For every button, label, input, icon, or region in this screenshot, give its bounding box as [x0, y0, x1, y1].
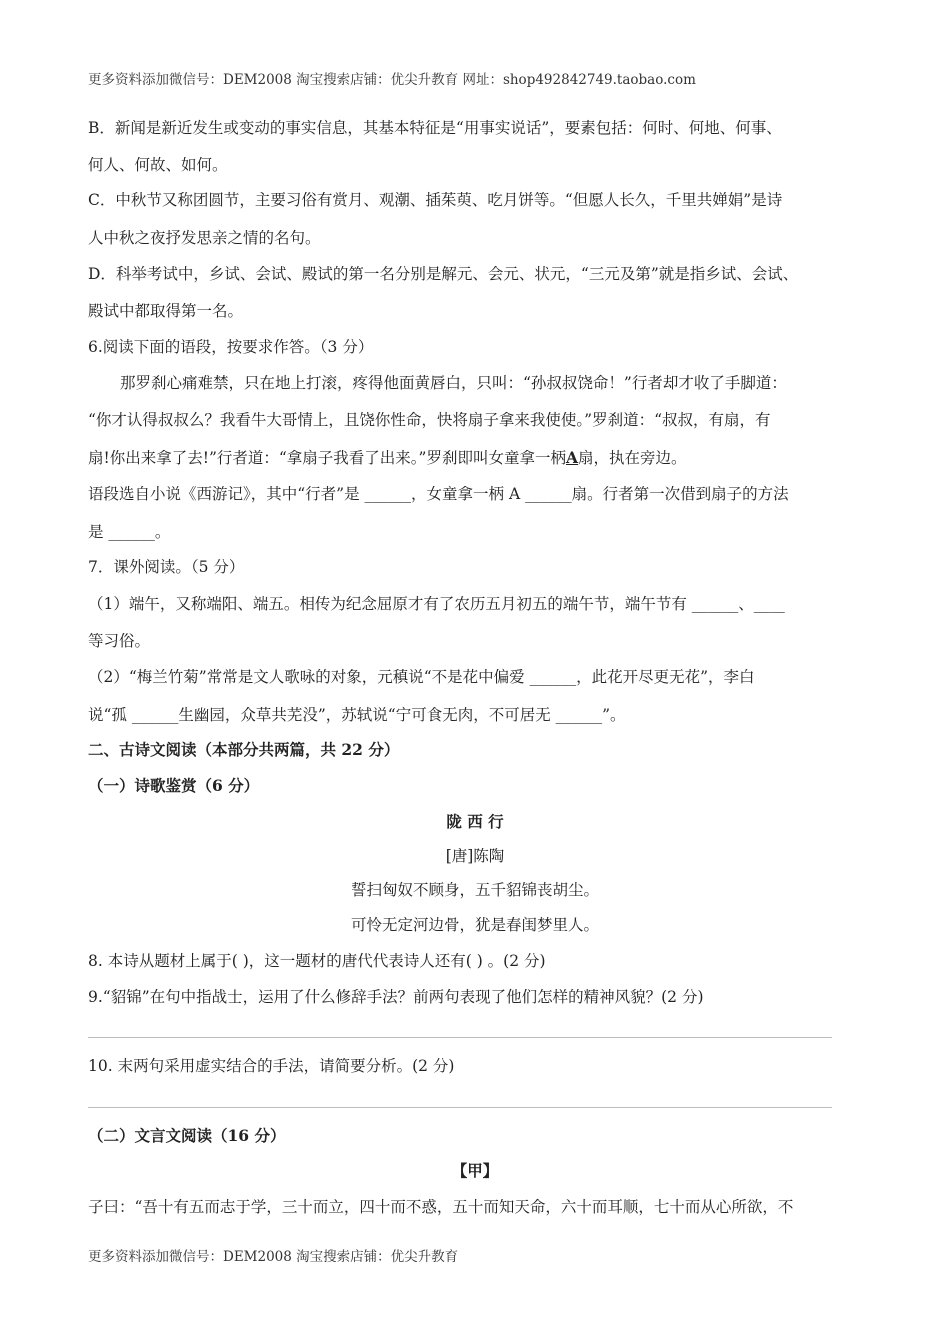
q6-answer-line1: 语段选自小说《西游记》，其中“行者”是 ______，女童拿一柄 A ______扇。行者第一次借到扇子的方法: [88, 485, 789, 503]
q6-mark-a: A: [565, 448, 579, 467]
poem-title: 陇 西 行: [446, 812, 504, 831]
jia-label: 【甲】: [451, 1161, 499, 1180]
jia-text-line1: 子曰：“吾十有五而志于学，三十而立，四十而不惑，五十而知天命，六十而耳顺，七十而从心所欲，不: [88, 1198, 794, 1216]
option-c-line1: C．中秋节又称团圆节，主要习俗有赏月、观潮、插茱萸、吃月饼等。“但愿人长久，千里共婵娟”是诗: [88, 191, 783, 209]
answer-rule-q9: [88, 1037, 832, 1038]
q6-passage-line1: 那罗刹心痛难禁，只在地上打滚，疼得他面黄唇白，只叫：“孙叔叔饶命！”行者却才收了手脚道：: [120, 374, 787, 392]
q7-sub2-line2: 说“孤 ______生幽园，众草共芜没”，苏轼说“宁可食无肉，不可居无 ______”。: [88, 706, 626, 724]
section2-title: 二、古诗文阅读（本部分共两篇，共 22 分）: [88, 740, 400, 759]
q6-title: 6.阅读下面的语段，按要求作答。（3 分）: [88, 338, 374, 356]
poetry-subsection-title: （一）诗歌鉴赏（6 分）: [88, 776, 260, 795]
q6-passage-line3-pre: 扇!你出来拿了去!”行者道：“拿扇子我看了出来。”罗刹即叫女童拿一柄: [88, 449, 566, 467]
option-d-line2: 殿试中都取得第一名。: [88, 302, 244, 320]
poem-line2: 可怜无定河边骨，犹是春闺梦里人。: [350, 916, 599, 934]
poem-line1: 誓扫匈奴不顾身，五千貂锦丧胡尘。: [350, 881, 599, 899]
q9-text: 9.“貂锦”在句中指战士，运用了什么修辞手法？前两句表现了他们怎样的精神风貌？(2 分): [88, 988, 704, 1006]
q8-text: 8. 本诗从题材上属于( )，这一题材的唐代代表诗人还有( ) 。(2 分): [88, 952, 546, 970]
q7-sub2-line1: （2）“梅兰竹菊”常常是文人歌咏的对象，元稹说“不是花中偏爱 ______，此花开尽更无花”，李白: [88, 668, 755, 686]
option-b-line1: B．新闻是新近发生或变动的事实信息，其基本特征是“用事实说话”，要素包括：何时、何地、何事、: [88, 119, 782, 137]
q7-sub1-line1: （1）端午，又称端阳、端五。相传为纪念屈原才有了农历五月初五的端午节，端午节有 ______、____: [88, 595, 785, 613]
classical-subsection-title: （二）文言文阅读（16 分）: [88, 1126, 286, 1145]
answer-rule-q10: [88, 1107, 832, 1108]
q6-passage-line2: “你才认得叔叔么？我看牛大哥情上，且饶你性命，快将扇子拿来我使使。”罗刹道：“叔叔，有扇，有: [88, 411, 771, 429]
option-b-line2: 何人、何故、如何。: [88, 156, 228, 174]
q7-sub1-line2: 等习俗。: [88, 632, 151, 650]
poem-author: [唐]陈陶: [445, 847, 505, 865]
option-c-line2: 人中秋之夜抒发思亲之情的名句。: [88, 229, 321, 247]
q10-text: 10. 末两句采用虚实结合的手法，请简要分析。(2 分): [88, 1057, 455, 1075]
q6-passage-line3: [88, 448, 862, 468]
page-header: 更多资料添加微信号：DEM2008 淘宝搜索店铺：优尖升教育 网址：shop492842749.taobao.com: [88, 72, 696, 88]
q6-passage-line3-post: 扇，执在旁边。: [578, 449, 687, 467]
q6-answer-line2: 是 ______。: [88, 523, 171, 541]
page-footer: 更多资料添加微信号：DEM2008 淘宝搜索店铺：优尖升教育: [88, 1249, 459, 1265]
q7-title: 7．课外阅读。（5 分）: [88, 558, 245, 576]
option-d-line1: D．科举考试中，乡试、会试、殿试的第一名分别是解元、会元、状元，“三元及第”就是指乡试、会试、: [88, 265, 799, 283]
